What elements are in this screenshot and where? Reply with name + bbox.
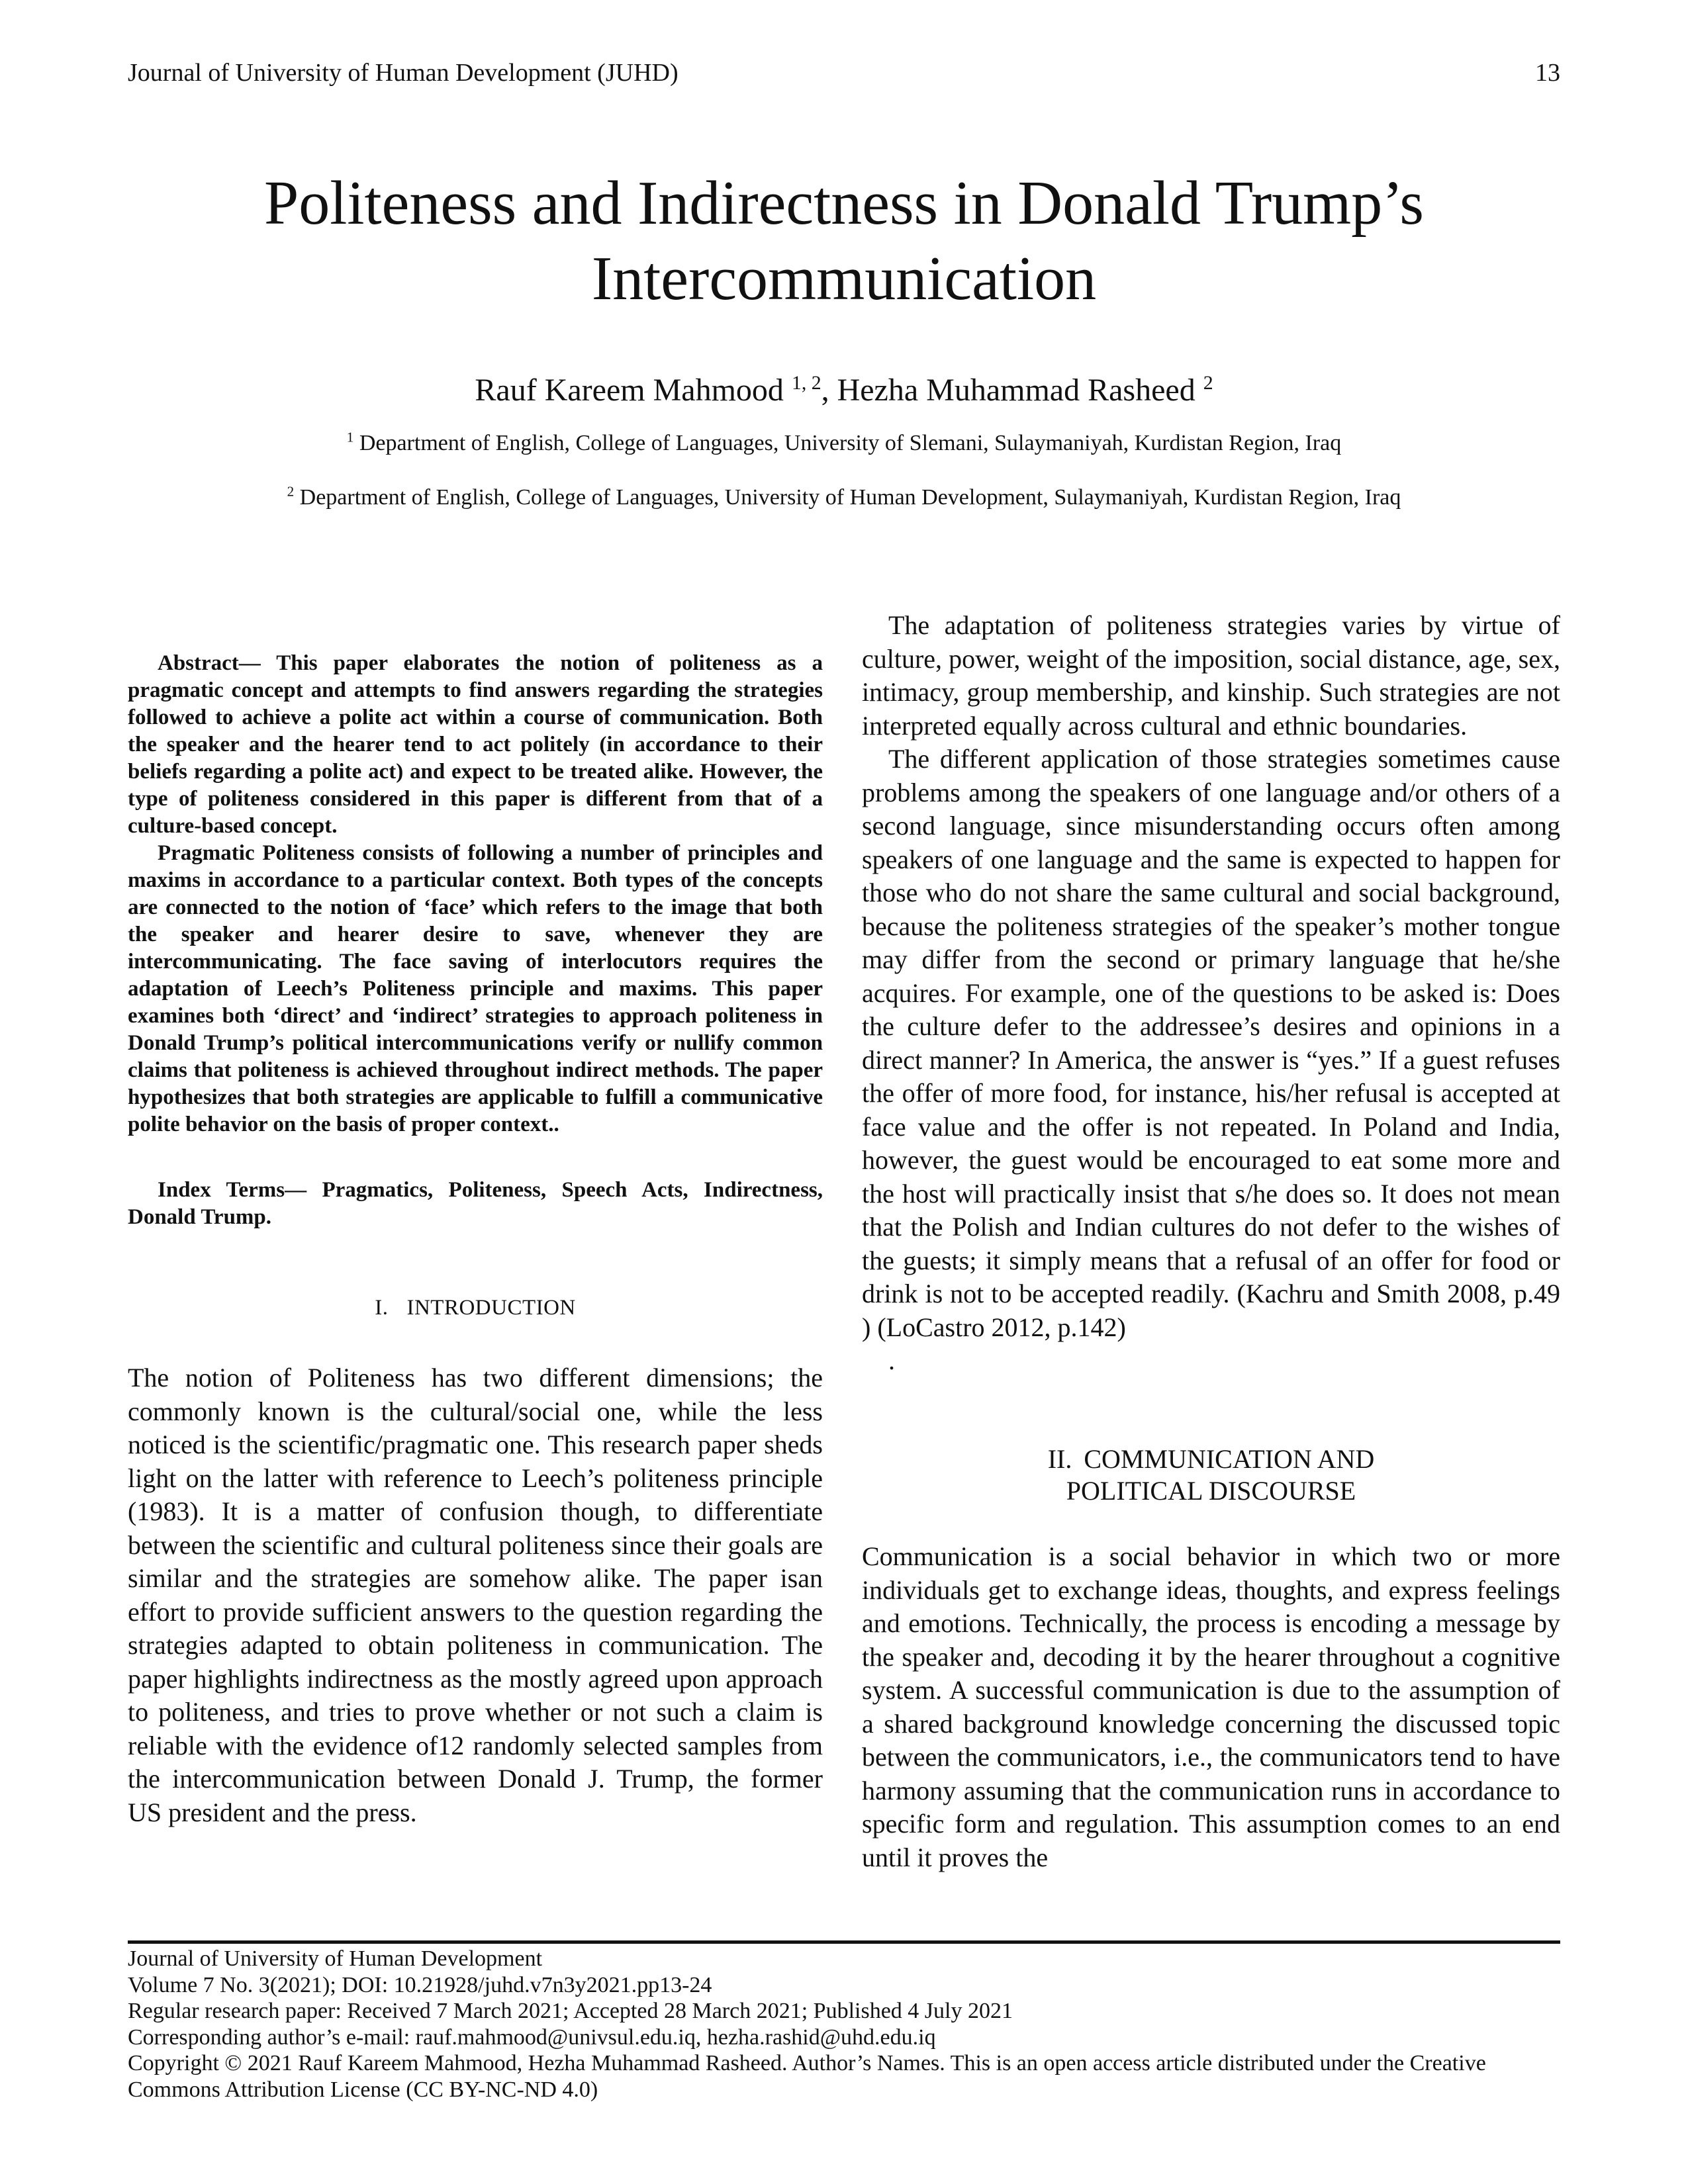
author-name: Hezha Muhammad Rasheed	[837, 373, 1203, 408]
affiliation-2	[128, 485, 1560, 510]
stray-period: .	[888, 1345, 895, 1375]
footer-divider	[128, 1940, 1560, 1944]
affiliation-1	[128, 431, 1560, 456]
footer-volume-doi: Volume 7 No. 3(2021); DOI: 10.21928/juhd.v7n3y2021.pp13-24	[128, 1972, 712, 1997]
paper-title: Politeness and Indirectness in Donald Trump’s Intercommunication	[264, 169, 1424, 313]
article-footer	[128, 1946, 1571, 2103]
left-column	[128, 609, 823, 1829]
author-affiliation-mark: 2	[1203, 372, 1213, 394]
author-affiliation-mark: 1, 2	[791, 372, 821, 394]
affiliation-text: Department of English, College of Languages, University of Slemani, Sulaymaniyah, Kurdistan Region, Iraq	[353, 431, 1342, 455]
author-separator: ,	[821, 373, 837, 408]
abstract	[128, 650, 823, 1138]
introduction-paragraph: The notion of Politeness has two different dimensions; the commonly known is the cultural/social one, while the less noticed is the scientific/pragmatic one. This research paper sheds light on the latter with reference to Leech’s politeness principle (1983). It is a matter of confusion though, to differentiate between the scientific and cultural politeness since their goals are similar and the strategies are somehow alike. The paper isan effort to provide sufficient answers to the question regarding the strategies adapted to obtain politeness in communication. The paper highlights indirectness as the mostly agreed upon approach to politeness, and tries to prove whether or not such a claim is reliable with the evidence of12 randomly selected samples from the intercommunication between Donald J. Trump, the former US president and the press.	[128, 1363, 823, 1827]
section-heading-communication	[862, 1443, 1560, 1507]
footer-email: Corresponding author’s e-mail: rauf.mahmood@univsul.edu.iq, hezha.rashid@uhd.edu.iq	[128, 2025, 936, 2050]
communication-paragraph: Communication is a social behavior in which two or more individuals get to exchange ideas, thoughts, and express feelings and emotions. Technically, the process is encoding a message by the speaker and, decoding it by the hearer throughout a cognitive system. A successful communication is due to the assumption of a shared background knowledge concerning the discussed topic between the communicators, i.e., the communicators tend to have harmony assuming that the communication runs in accordance to specific form and regulation. This assumption comes to an end until it proves the	[862, 1541, 1560, 1872]
body-paragraph: The different application of those strategies sometimes cause problems among the speakers of one language and/or others of a second language, since misunderstanding occurs often among speakers of one language and the same is expected to happen for those who do not share the same cultural and social background, because the politeness strategies of the speaker’s mother tongue may differ from the second or primary language that he/she acquires. For example, one of the questions to be asked is: Does the culture defer to the addressee’s desires and opinions in a direct manner? In America, the answer is “yes.” If a guest refuses the offer of more food, for instance, his/her refusal is accepted at face value and the offer is not repeated. In Poland and India, however, the guest would be encouraged to eat some more and the host will practically insist that s/he does so. It does not mean that the Polish and Indian cultures do not defer to the wishes of the guests; it simply means that a refusal of an offer for food or drink is not to be accepted readily. (Kachru and Smith 2008, p.49 ) (LoCastro 2012, p.142)	[862, 744, 1560, 1342]
running-header-journal: Journal of University of Human Development (JUHD)	[128, 59, 679, 87]
affiliation-mark: 1	[346, 429, 354, 445]
section-title-line: POLITICAL DISCOURSE	[1066, 1476, 1356, 1506]
author-line	[128, 372, 1560, 408]
affiliation-text: Department of English, College of Languages, University of Human Development, Sulaymaniyah, Kurdistan Region, Iraq	[294, 485, 1401, 510]
section-title-initial: I	[406, 1296, 414, 1320]
index-terms: Index Terms— Pragmatics, Politeness, Speech Acts, Indirectness, Donald Trump.	[128, 1178, 823, 1229]
page-number: 13	[1535, 59, 1560, 87]
abstract-paragraph: Pragmatic Politeness consists of following a number of principles and maxims in accordance to a particular context. Both types of the concepts are connected to the notion of ‘face’ which refers to the image that both the speaker and hearer desire to save, whenever they are intercommunicating. The face saving of interlocutors requires the adaptation of Leech’s Politeness principle and maxims. This paper examines both ‘direct’ and ‘indirect’ strategies to approach politeness in Donald Trump’s political intercommunications verify or nullify common claims that politeness is achieved throughout indirect methods. The paper hypothesizes that both strategies are applicable to fulfill a communicative polite behavior on the basis of proper context..	[128, 841, 823, 1136]
section-heading-introduction	[128, 1296, 823, 1320]
body-paragraph: The adaptation of politeness strategies varies by virtue of culture, power, weight of the imposition, social distance, age, sex, intimacy, group membership, and kinship. Such strategies are not interpreted equally across cultural and ethnic boundaries.	[862, 610, 1560, 741]
right-column	[862, 609, 1560, 1874]
footer-dates: Regular research paper: Received 7 March 2021; Accepted 28 March 2021; Published 4 July 2021	[128, 1999, 1013, 2023]
footer-journal: Journal of University of Human Development	[128, 1946, 543, 1971]
affiliation-mark: 2	[287, 483, 295, 500]
section-title-line: COMMUNICATION AND	[1084, 1444, 1375, 1474]
section-title: NTRODUCTION	[414, 1296, 576, 1320]
section-number: II.	[1047, 1444, 1072, 1474]
section-number: I.	[375, 1296, 389, 1320]
abstract-paragraph: Abstract— This paper elaborates the notion of politeness as a pragmatic concept and attempts to find answers regarding the strategies followed to achieve a polite act within a course of communication. Both the speaker and the hearer tend to act politely (in accordance to their beliefs regarding a polite act) and expect to be treated alike. However, the type of politeness considered in this paper is different from that of a culture-based concept.	[128, 651, 823, 838]
footer-copyright: Copyright © 2021 Rauf Kareem Mahmood, Hezha Muhammad Rasheed. Author’s Names. This is an open access article distributed under the Creative Commons Attribution License (CC BY-NC-ND 4.0)	[128, 2051, 1486, 2102]
author-name: Rauf Kareem Mahmood	[475, 373, 792, 408]
